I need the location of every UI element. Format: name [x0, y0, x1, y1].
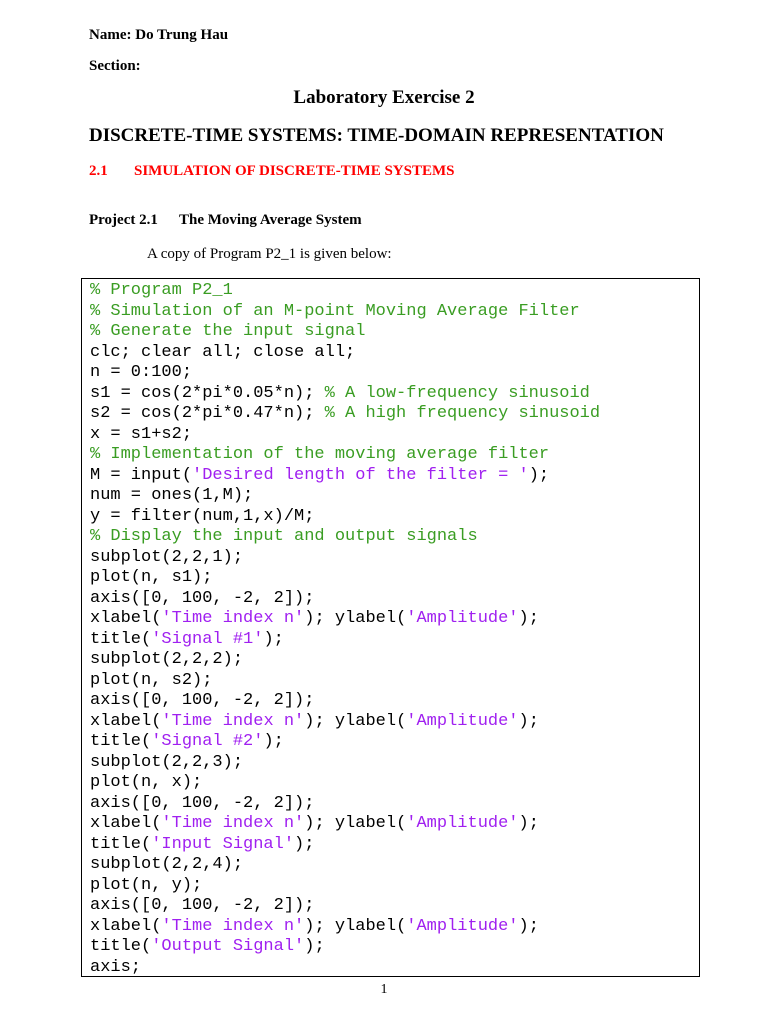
- code-plain: ); ylabel(: [304, 814, 407, 833]
- code-plain: title(: [90, 834, 152, 854]
- code-comment: % A high frequency sinusoid: [324, 404, 601, 423]
- code-string: 'Signal #2': [151, 732, 264, 751]
- code-plain: xlabel(: [90, 711, 162, 731]
- project-label: Project 2.1: [89, 212, 158, 228]
- code-string: 'Amplitude': [406, 711, 519, 731]
- project-title: The Moving Average System: [179, 212, 362, 228]
- code-plain: xlabel(: [90, 814, 162, 833]
- lab-title: Laboratory Exercise 2: [293, 87, 475, 108]
- code-line: [90, 527, 600, 548]
- code-plain: ); ylabel(: [304, 609, 407, 628]
- intro-text: A copy of Program P2_1 is given below:: [147, 246, 392, 262]
- code-line: [90, 384, 600, 405]
- code-line: [90, 794, 600, 815]
- code-comment: % Display the input and output signals: [90, 527, 478, 546]
- code-string: 'Signal #1': [151, 629, 264, 649]
- code-plain: plot(n, s1);: [90, 568, 213, 587]
- code-plain: );: [294, 834, 315, 854]
- code-comment: % Simulation of an M-point Moving Average Filter: [90, 301, 580, 321]
- code-line: [90, 876, 600, 897]
- code-line: [90, 753, 600, 774]
- code-plain: subplot(2,2,4);: [90, 855, 244, 874]
- code-line: [90, 363, 600, 384]
- section-number: 2.1: [89, 163, 108, 179]
- code-plain: plot(n, x);: [90, 773, 203, 792]
- code-line: [90, 732, 600, 753]
- code-plain: plot(n, s2);: [90, 670, 213, 690]
- code-plain: xlabel(: [90, 916, 162, 936]
- code-line: [90, 548, 600, 569]
- code-line: [90, 671, 600, 692]
- code-listing: [90, 281, 600, 978]
- code-plain: axis([0, 100, -2, 2]);: [90, 691, 315, 710]
- code-line: [90, 466, 600, 487]
- code-plain: n = 0:100;: [90, 363, 193, 382]
- code-line: [90, 609, 600, 630]
- code-plain: );: [518, 711, 539, 731]
- code-line: [90, 958, 600, 979]
- code-line: [90, 425, 600, 446]
- code-listing-box: [81, 278, 700, 977]
- code-plain: num = ones(1,M);: [90, 486, 254, 505]
- code-plain: );: [304, 937, 325, 956]
- code-plain: subplot(2,2,1);: [90, 547, 244, 567]
- code-line: [90, 937, 600, 958]
- code-plain: );: [518, 814, 539, 833]
- code-comment: % Implementation of the moving average filter: [90, 445, 550, 464]
- code-plain: title(: [90, 732, 152, 751]
- code-plain: title(: [90, 937, 152, 956]
- page-number: 1: [380, 982, 388, 997]
- code-plain: ); ylabel(: [304, 711, 407, 731]
- code-plain: title(: [90, 629, 152, 649]
- code-comment: % A low-frequency sinusoid: [324, 383, 590, 403]
- code-plain: y = filter(num,1,x)/M;: [90, 506, 315, 526]
- code-line: [90, 281, 600, 302]
- code-plain: clc; clear all; close all;: [90, 342, 356, 362]
- code-comment: % Program P2_1: [90, 281, 233, 300]
- code-string: 'Amplitude': [406, 814, 519, 833]
- code-plain: ); ylabel(: [304, 916, 407, 936]
- code-plain: s1 = cos(2*pi*0.05*n);: [90, 383, 325, 403]
- code-line: [90, 486, 600, 507]
- code-string: 'Time index n': [161, 814, 305, 833]
- code-line: [90, 589, 600, 610]
- code-string: 'Input Signal': [151, 834, 295, 854]
- code-line: [90, 302, 600, 323]
- code-line: [90, 917, 600, 938]
- code-string: 'Time index n': [161, 711, 305, 731]
- code-plain: );: [263, 732, 284, 751]
- section-label: Section:: [89, 58, 141, 74]
- code-string: 'Desired length of the filter = ': [192, 465, 529, 485]
- code-line: [90, 691, 600, 712]
- code-line: [90, 404, 600, 425]
- code-line: [90, 814, 600, 835]
- code-line: [90, 322, 600, 343]
- code-line: [90, 568, 600, 589]
- code-line: [90, 630, 600, 651]
- code-plain: axis([0, 100, -2, 2]);: [90, 793, 315, 813]
- code-string: 'Amplitude': [406, 916, 519, 936]
- code-plain: subplot(2,2,2);: [90, 650, 244, 669]
- code-plain: s2 = cos(2*pi*0.47*n);: [90, 404, 325, 423]
- code-plain: xlabel(: [90, 609, 162, 628]
- code-line: [90, 855, 600, 876]
- code-string: 'Time index n': [161, 916, 305, 936]
- chapter-heading: DISCRETE-TIME SYSTEMS: TIME-DOMAIN REPRESENTATION: [89, 125, 664, 146]
- code-plain: plot(n, y);: [90, 875, 203, 895]
- student-name: Name: Do Trung Hau: [89, 27, 229, 43]
- code-plain: axis([0, 100, -2, 2]);: [90, 588, 315, 608]
- code-line: [90, 343, 600, 364]
- code-line: [90, 773, 600, 794]
- code-plain: x = s1+s2;: [90, 424, 193, 444]
- code-plain: );: [518, 609, 539, 628]
- code-line: [90, 507, 600, 528]
- code-string: 'Time index n': [161, 609, 305, 628]
- code-line: [90, 650, 600, 671]
- code-line: [90, 712, 600, 733]
- code-string: 'Amplitude': [406, 609, 519, 628]
- code-line: [90, 445, 600, 466]
- section-heading: [89, 163, 454, 180]
- code-plain: );: [528, 465, 550, 485]
- code-plain: axis;: [90, 957, 142, 977]
- code-plain: axis([0, 100, -2, 2]);: [90, 896, 315, 915]
- section-title: SIMULATION OF DISCRETE-TIME SYSTEMS: [134, 163, 455, 179]
- code-line: [90, 896, 600, 917]
- project-heading: [89, 212, 362, 229]
- code-plain: );: [518, 916, 539, 936]
- code-comment: % Generate the input signal: [90, 322, 366, 341]
- code-plain: );: [263, 629, 284, 649]
- code-line: [90, 835, 600, 856]
- code-plain: M = input(: [90, 465, 193, 485]
- code-string: 'Output Signal': [151, 937, 305, 956]
- code-plain: subplot(2,2,3);: [90, 752, 244, 772]
